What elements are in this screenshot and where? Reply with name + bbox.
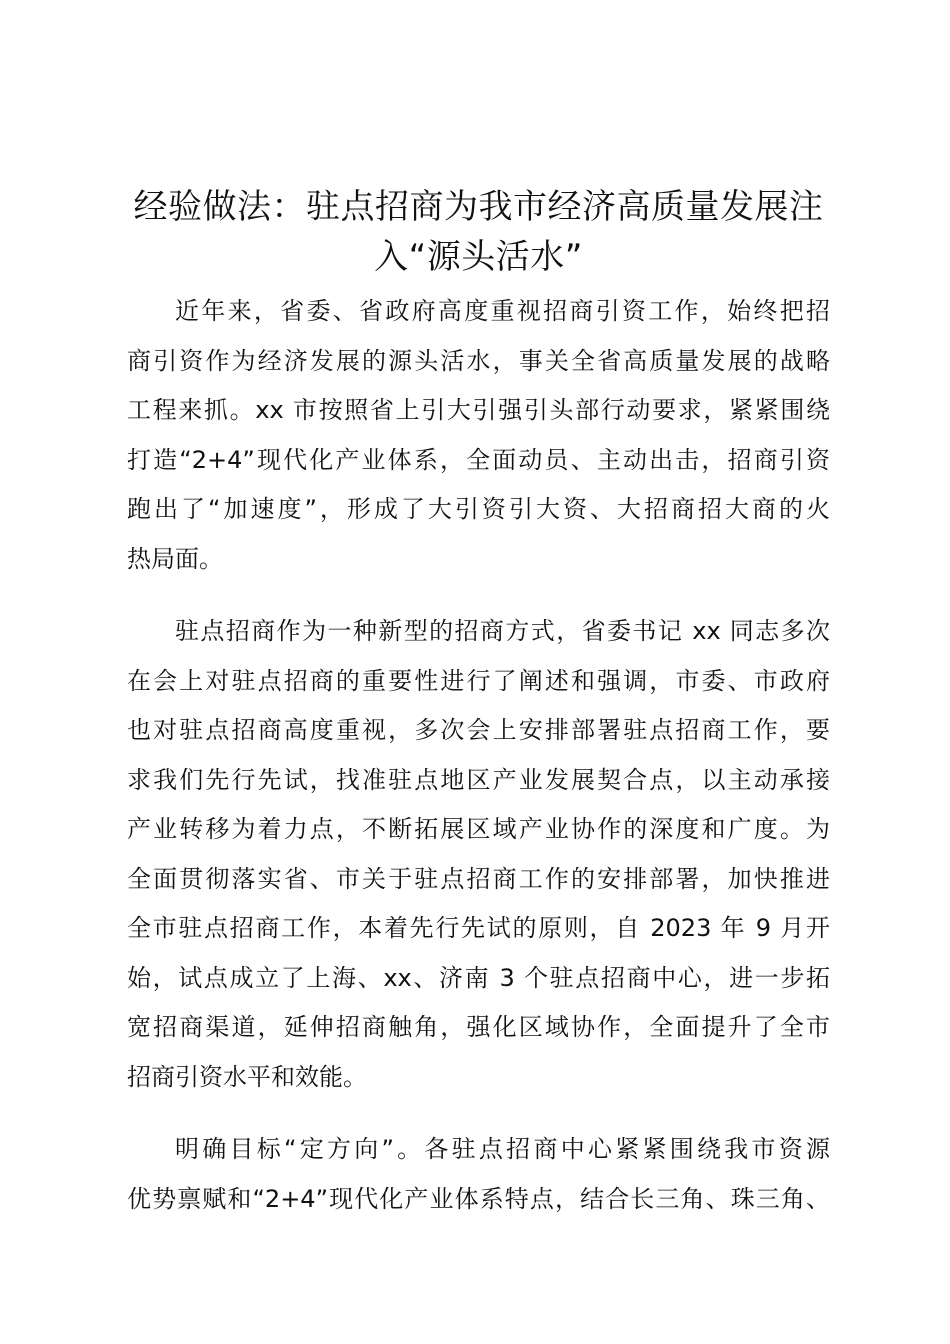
title-line-2: 入“源头活水” bbox=[374, 237, 583, 277]
text-line: 工程来抓。xx 市按照省上引大引强引头部行动要求，紧紧围绕 bbox=[127, 396, 830, 424]
title-line-1: 经验做法：驻点招商为我市经济高质量发展注 bbox=[133, 187, 824, 227]
paragraph-1 bbox=[127, 287, 830, 584]
document-page bbox=[127, 182, 830, 1247]
text-line: 全面贯彻落实省、市关于驻点招商工作的安排部署，加快推进 bbox=[127, 864, 830, 893]
text-line: 产业转移为着力点，不断拓展区域产业协作的深度和广度。为 bbox=[127, 815, 830, 843]
text-line: 全市驻点招商工作，本着先行先试的原则，自 2023 年 9 月开 bbox=[127, 914, 830, 942]
text-line: 宽招商渠道，延伸招商触角，强化区域协作，全面提升了全市 bbox=[127, 1013, 830, 1041]
text-line: 优势禀赋和“2+4”现代化产业体系特点，结合长三角、珠三角、 bbox=[127, 1184, 830, 1213]
paragraph-2 bbox=[127, 607, 830, 1102]
text-line: 近年来，省委、省政府高度重视招商引资工作，始终把招 bbox=[175, 297, 830, 325]
paragraph-3 bbox=[127, 1125, 830, 1224]
text-line: 始，试点成立了上海、xx、济南 3 个驻点招商中心，进一步拓 bbox=[127, 963, 830, 992]
text-line: 求我们先行先试，找准驻点地区产业发展契合点，以主动承接 bbox=[127, 765, 830, 794]
document-title bbox=[127, 182, 830, 282]
text-line: 在会上对驻点招商的重要性进行了阐述和强调，市委、市政府 bbox=[127, 666, 830, 695]
text-line: 驻点招商作为一种新型的招商方式，省委书记 xx 同志多次 bbox=[175, 617, 830, 645]
text-line: 商引资作为经济发展的源头活水，事关全省高质量发展的战略 bbox=[127, 346, 830, 375]
text-line: 也对驻点招商高度重视，多次会上安排部署驻点招商工作，要 bbox=[127, 716, 830, 744]
text-line: 明确目标“定方向”。各驻点招商中心紧紧围绕我市资源 bbox=[175, 1135, 830, 1163]
text-line: 招商引资水平和效能。 bbox=[127, 1062, 367, 1091]
text-line: 跑出了“加速度”，形成了大引资引大资、大招商招大商的火 bbox=[127, 495, 830, 523]
text-line: 打造“2+4”现代化产业体系，全面动员、主动出击，招商引资 bbox=[127, 445, 830, 474]
document-body bbox=[127, 287, 830, 1224]
text-line: 热局面。 bbox=[127, 544, 223, 573]
